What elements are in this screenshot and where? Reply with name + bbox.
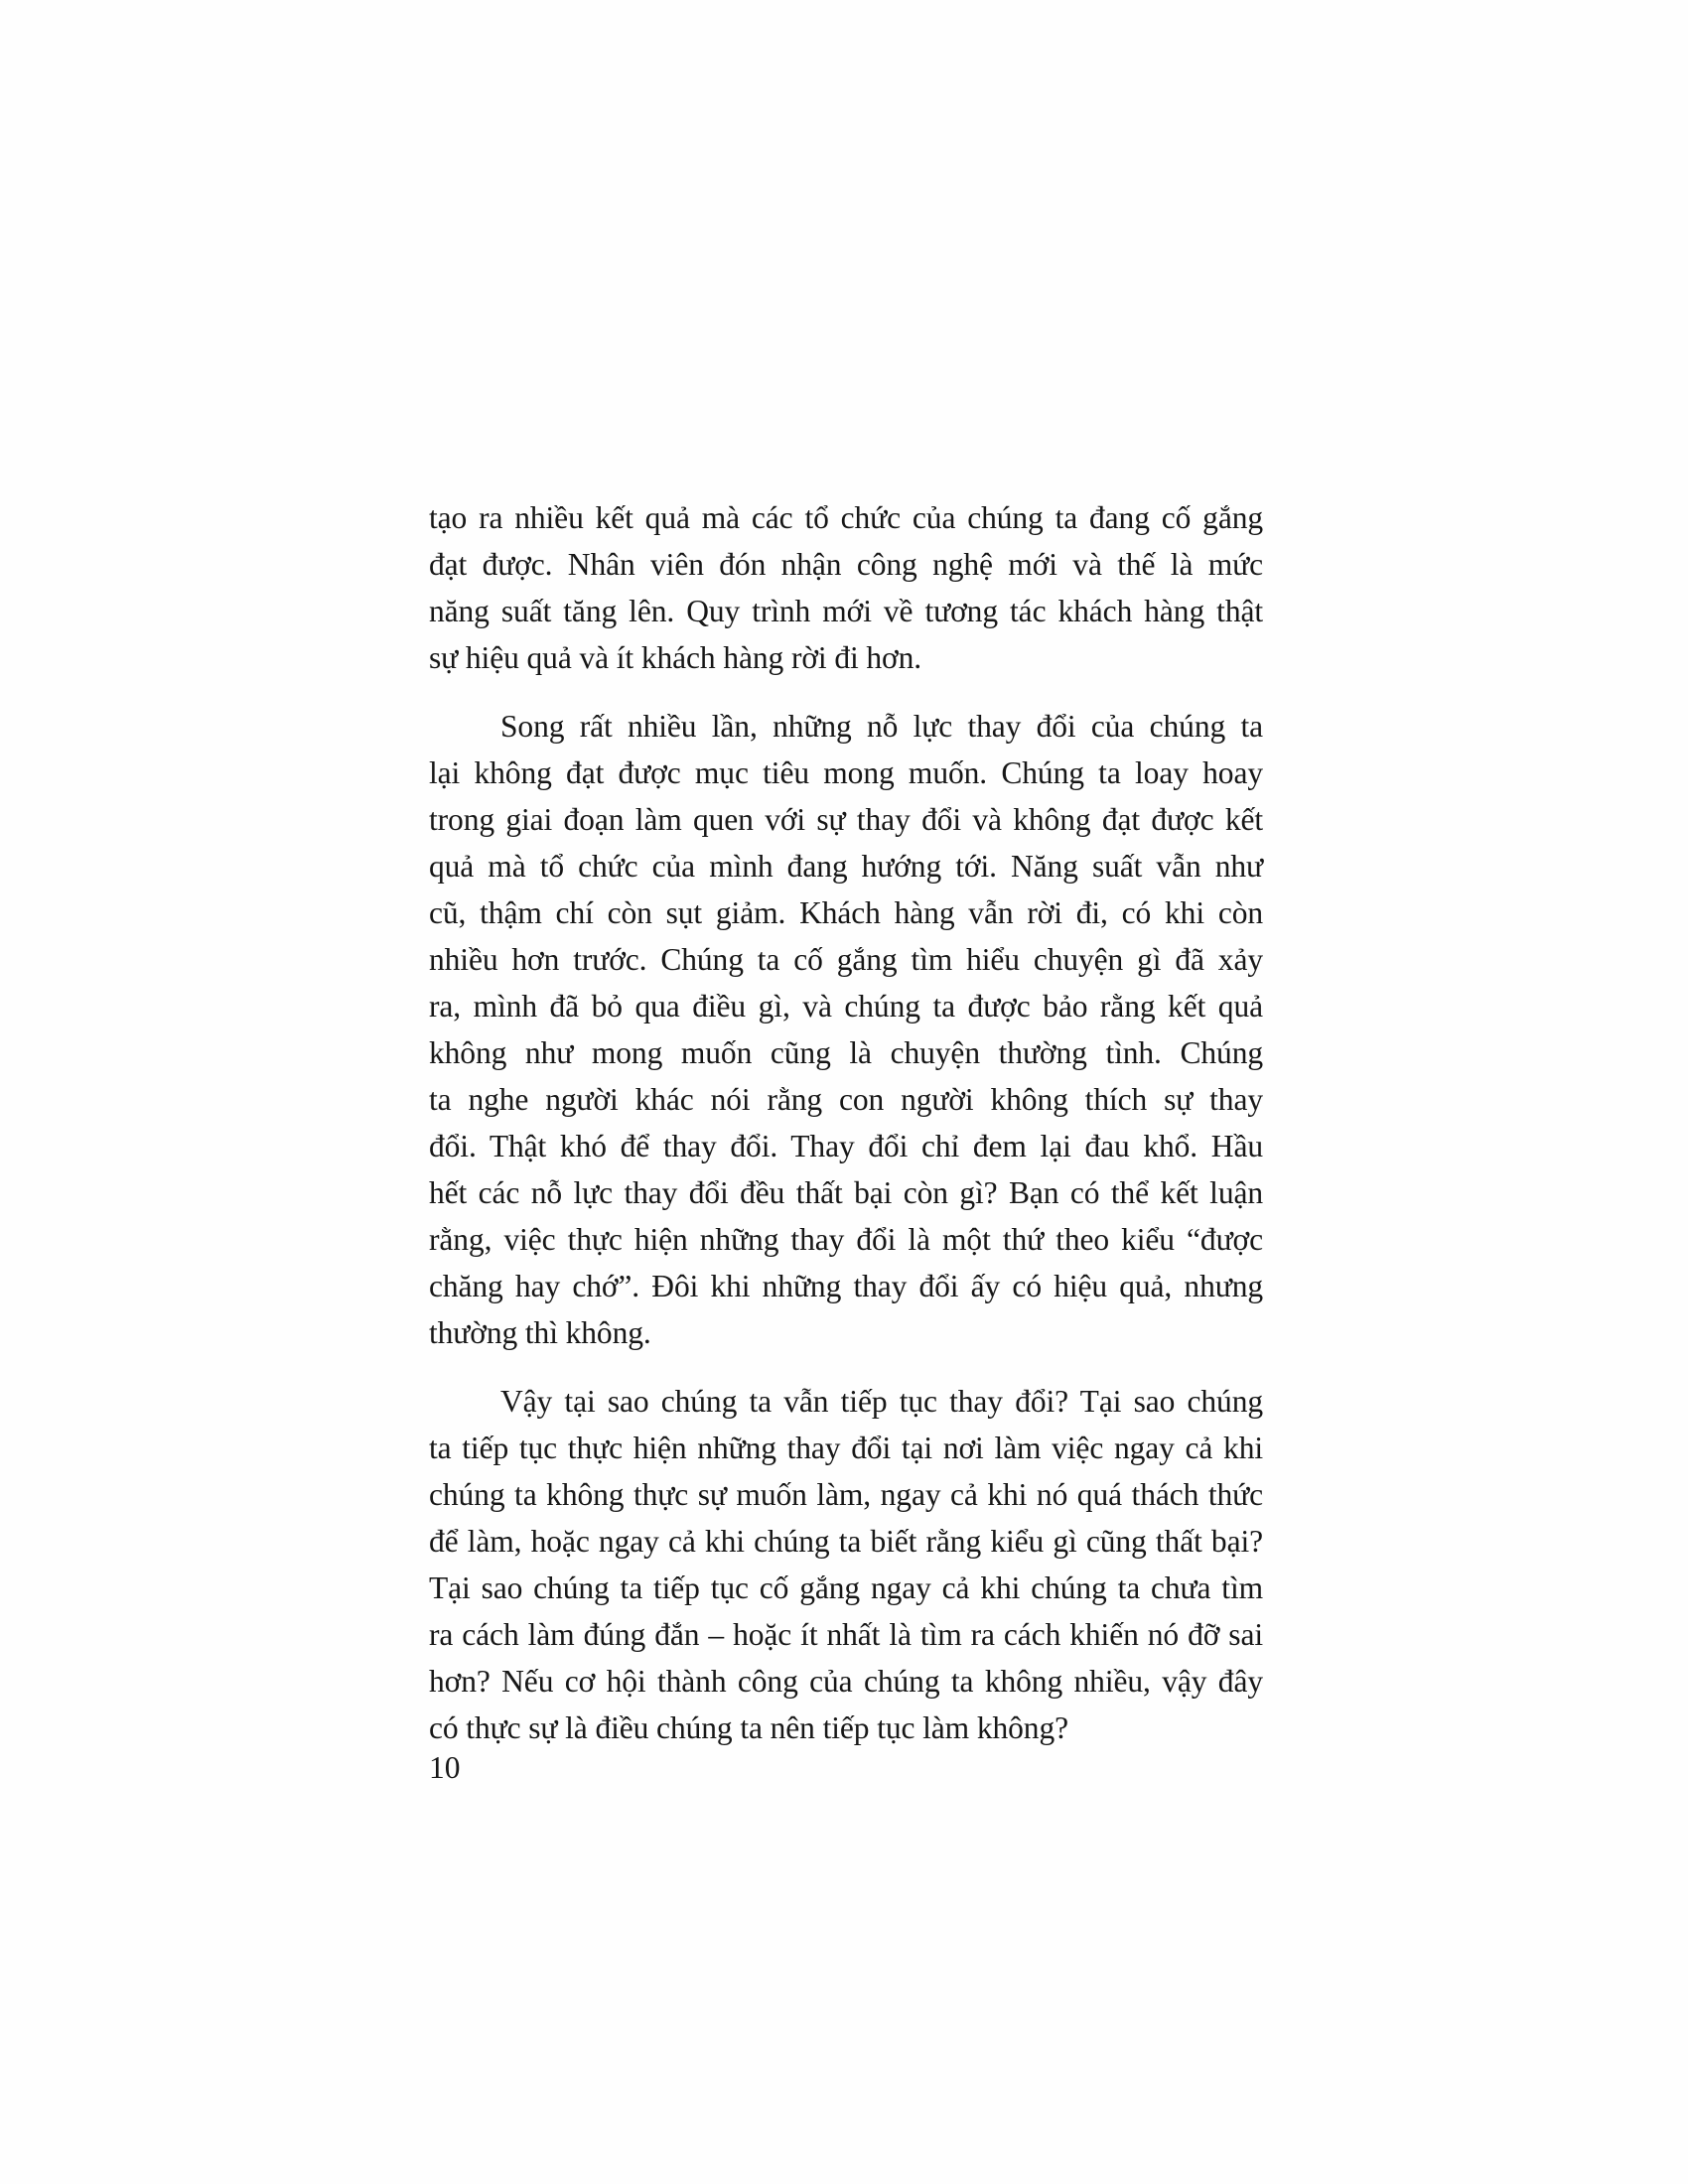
paragraph	[429, 494, 1263, 681]
text-line: ra, mình đã bỏ qua điều gì, và chúng ta được bảo rằng kết quả	[429, 989, 1263, 1024]
text-line: đổi. Thật khó để thay đổi. Thay đổi chỉ đem lại đau khổ. Hầu	[429, 1129, 1263, 1163]
text-line: ta tiếp tục thực hiện những thay đổi tại nơi làm việc ngay cả khi	[429, 1431, 1263, 1465]
text-line: năng suất tăng lên. Quy trình mới về tương tác khách hàng thật	[429, 594, 1263, 628]
paragraph	[429, 1378, 1263, 1751]
text-line: hết các nỗ lực thay đổi đều thất bại còn gì? Bạn có thể kết luận	[429, 1175, 1263, 1210]
text-line: Song rất nhiều lần, những nỗ lực thay đổi của chúng ta	[500, 709, 1263, 744]
text-line: tạo ra nhiều kết quả mà các tổ chức của chúng ta đang cố gắng	[429, 500, 1263, 535]
text-line: Tại sao chúng ta tiếp tục cố gắng ngay cả khi chúng ta chưa tìm	[429, 1570, 1263, 1605]
text-line: chăng hay chớ”. Đôi khi những thay đổi ấy có hiệu quả, nhưng	[429, 1269, 1263, 1303]
text-line: ta nghe người khác nói rằng con người không thích sự thay	[429, 1082, 1263, 1117]
text-line: đạt được. Nhân viên đón nhận công nghệ mới và thế là mức	[429, 547, 1263, 582]
text-line: rằng, việc thực hiện những thay đổi là một thứ theo kiểu “được	[429, 1222, 1263, 1257]
text-line: cũ, thậm chí còn sụt giảm. Khách hàng vẫn rời đi, có khi còn	[429, 895, 1263, 930]
text-line: hơn? Nếu cơ hội thành công của chúng ta không nhiều, vậy đây	[429, 1664, 1263, 1699]
text-line: có thực sự là điều chúng ta nên tiếp tục làm không?	[429, 1710, 1068, 1745]
text-line: trong giai đoạn làm quen với sự thay đổi và không đạt được kết	[429, 802, 1263, 837]
text-line: để làm, hoặc ngay cả khi chúng ta biết rằng kiểu gì cũng thất bại?	[429, 1524, 1263, 1559]
text-line: Vậy tại sao chúng ta vẫn tiếp tục thay đổi? Tại sao chúng	[500, 1384, 1263, 1419]
text-line: quả mà tổ chức của mình đang hướng tới. Năng suất vẫn như	[429, 849, 1263, 884]
text-line: ra cách làm đúng đắn – hoặc ít nhất là tìm ra cách khiến nó đỡ sai	[429, 1617, 1263, 1652]
text-line: không như mong muốn cũng là chuyện thường tình. Chúng	[429, 1035, 1263, 1070]
page-number: 10	[429, 1750, 461, 1785]
text-line: thường thì không.	[429, 1315, 651, 1350]
text-column	[429, 494, 1263, 1751]
text-line: chúng ta không thực sự muốn làm, ngay cả khi nó quá thách thức	[429, 1477, 1263, 1512]
text-line: lại không đạt được mục tiêu mong muốn. Chúng ta loay hoay	[429, 755, 1263, 790]
paragraph	[429, 703, 1263, 1356]
text-line: nhiều hơn trước. Chúng ta cố gắng tìm hiểu chuyện gì đã xảy	[429, 942, 1263, 977]
text-line: sự hiệu quả và ít khách hàng rời đi hơn.	[429, 640, 922, 675]
